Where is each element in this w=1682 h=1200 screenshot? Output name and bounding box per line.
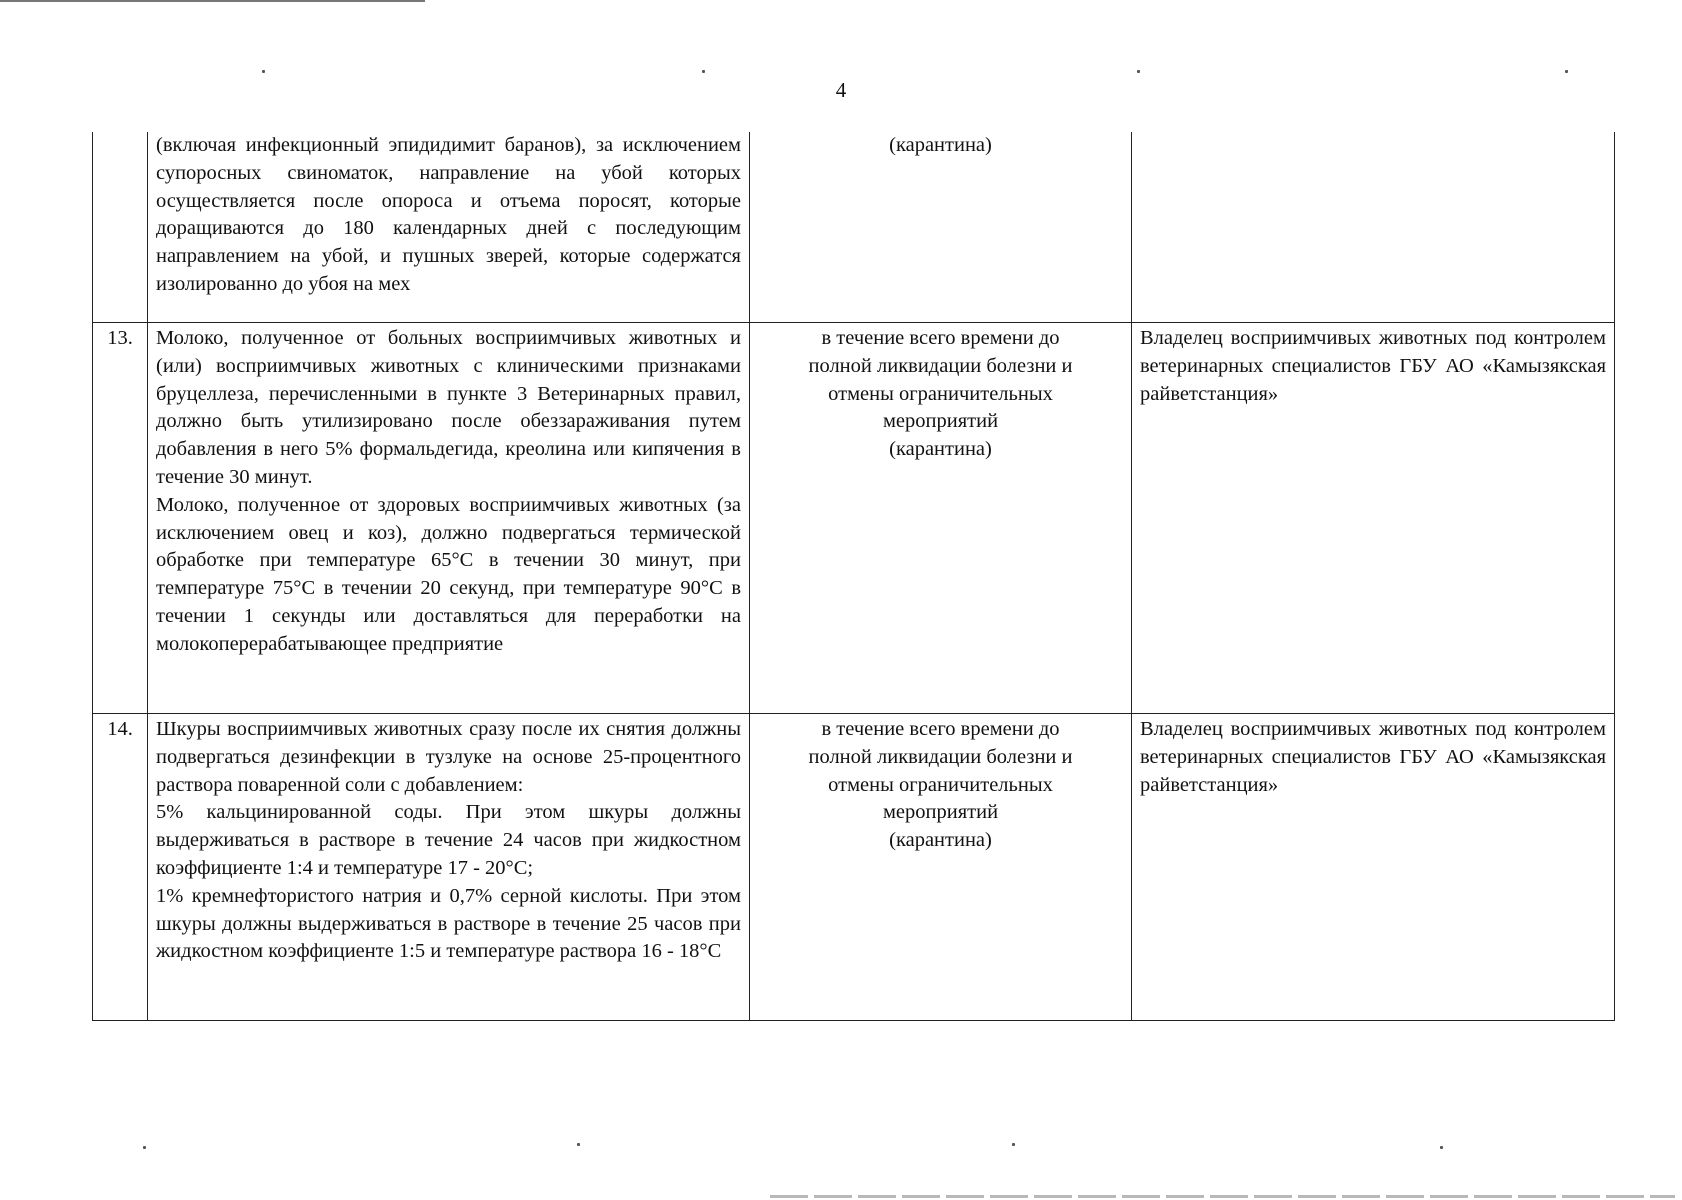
term-line: в течение всего времени до	[821, 327, 1060, 349]
responsible-cell: Владелец восприимчивых животных под контролем ветеринарных специалистов ГБУ АО «Камызякская райветстанция»	[1132, 323, 1615, 714]
measure-paragraph: 1% кремнефтористого натрия и 0,7% серной кислоты. При этом шкуры должны выдерживаться в растворе в течение 25 часов при жидкостном коэффициенте 1:5 и температуре раствора 16 - 18°С	[156, 884, 741, 963]
term-line: мероприятий	[882, 410, 999, 433]
responsible-cell	[1132, 132, 1615, 323]
scan-dot	[1012, 1143, 1015, 1146]
term-line: в течение всего времени до	[821, 718, 1060, 740]
scan-dot	[577, 1143, 580, 1146]
measure-text	[148, 132, 750, 323]
term-line: полной ликвидации болезни и	[808, 354, 1073, 377]
term-line: мероприятий	[882, 801, 999, 824]
table-row	[93, 132, 1615, 323]
measure-paragraph: (включая инфекционный эпидидимит баранов), за исключением супоросных свиноматок, направление на убой которых осуществляется после опороса и отъема поросят, которые доращиваются до 180 календарных дней с последующим направлением на убой, и пушных зверей, которые содержатся изолированно до убоя на мех	[156, 134, 741, 295]
measure-paragraph: Молоко, полученное от больных восприимчивых животных и (или) восприимчивых животных с клиническими признаками бруцеллеза, перечисленными в пункте 3 Ветеринарных правил, должно быть утилизировано после обеззараживания путем добавления в него 5% формальдегида, креолина или кипячения в течение 30 минут.	[156, 327, 741, 488]
scan-edge-mark	[0, 0, 425, 2]
page-number: 4	[835, 78, 847, 102]
row-number: 13.	[93, 323, 148, 714]
term-line: (карантина)	[889, 438, 992, 461]
scan-dot	[1440, 1146, 1443, 1149]
scan-dot	[1137, 70, 1140, 73]
scan-dot	[143, 1146, 146, 1149]
table-row	[93, 323, 1615, 714]
measure-paragraph: Шкуры восприимчивых животных сразу после их снятия должны подвергаться дезинфекции в тузлуке на основе 25-процентного раствора поваренной соли с добавлением:	[156, 718, 741, 796]
term-cell	[750, 714, 1132, 1021]
term-line: (карантина)	[889, 829, 992, 852]
measure-text	[148, 323, 750, 714]
term-line: отмены ограничительных	[828, 773, 1053, 796]
measures-table	[92, 132, 1615, 1021]
scan-dot	[1565, 70, 1568, 73]
row-number	[93, 132, 148, 323]
term-cell	[750, 132, 1132, 323]
table-row	[93, 714, 1615, 1021]
responsible-cell: Владелец восприимчивых животных под контролем ветеринарных специалистов ГБУ АО «Камызякская райветстанция»	[1132, 714, 1615, 1021]
term-line: (карантина)	[889, 134, 992, 156]
scan-dot	[702, 70, 705, 73]
row-number: 14.	[93, 714, 148, 1021]
term-line: отмены ограничительных	[828, 382, 1053, 405]
measure-paragraph: 5% кальцинированной соды. При этом шкуры должны выдерживаться в растворе в течение 24 часов при жидкостном коэффициенте 1:4 и температуре 17 - 20°С;	[156, 801, 741, 879]
measure-paragraph: Молоко, полученное от здоровых восприимчивых животных (за исключением овец и коз), должно подвергаться термической обработке при температуре 65°С в течении 30 минут, при температуре 75°С в течении 20 секунд, при температуре 90°С в течении 1 секунды или доставляться для переработки на молокоперерабатывающее предприятие	[156, 493, 741, 655]
scan-dot	[262, 70, 265, 73]
measure-text	[148, 714, 750, 1021]
scan-edge-mark-bottom	[770, 1195, 1675, 1198]
term-line: полной ликвидации болезни и	[808, 745, 1073, 768]
term-cell	[750, 323, 1132, 714]
